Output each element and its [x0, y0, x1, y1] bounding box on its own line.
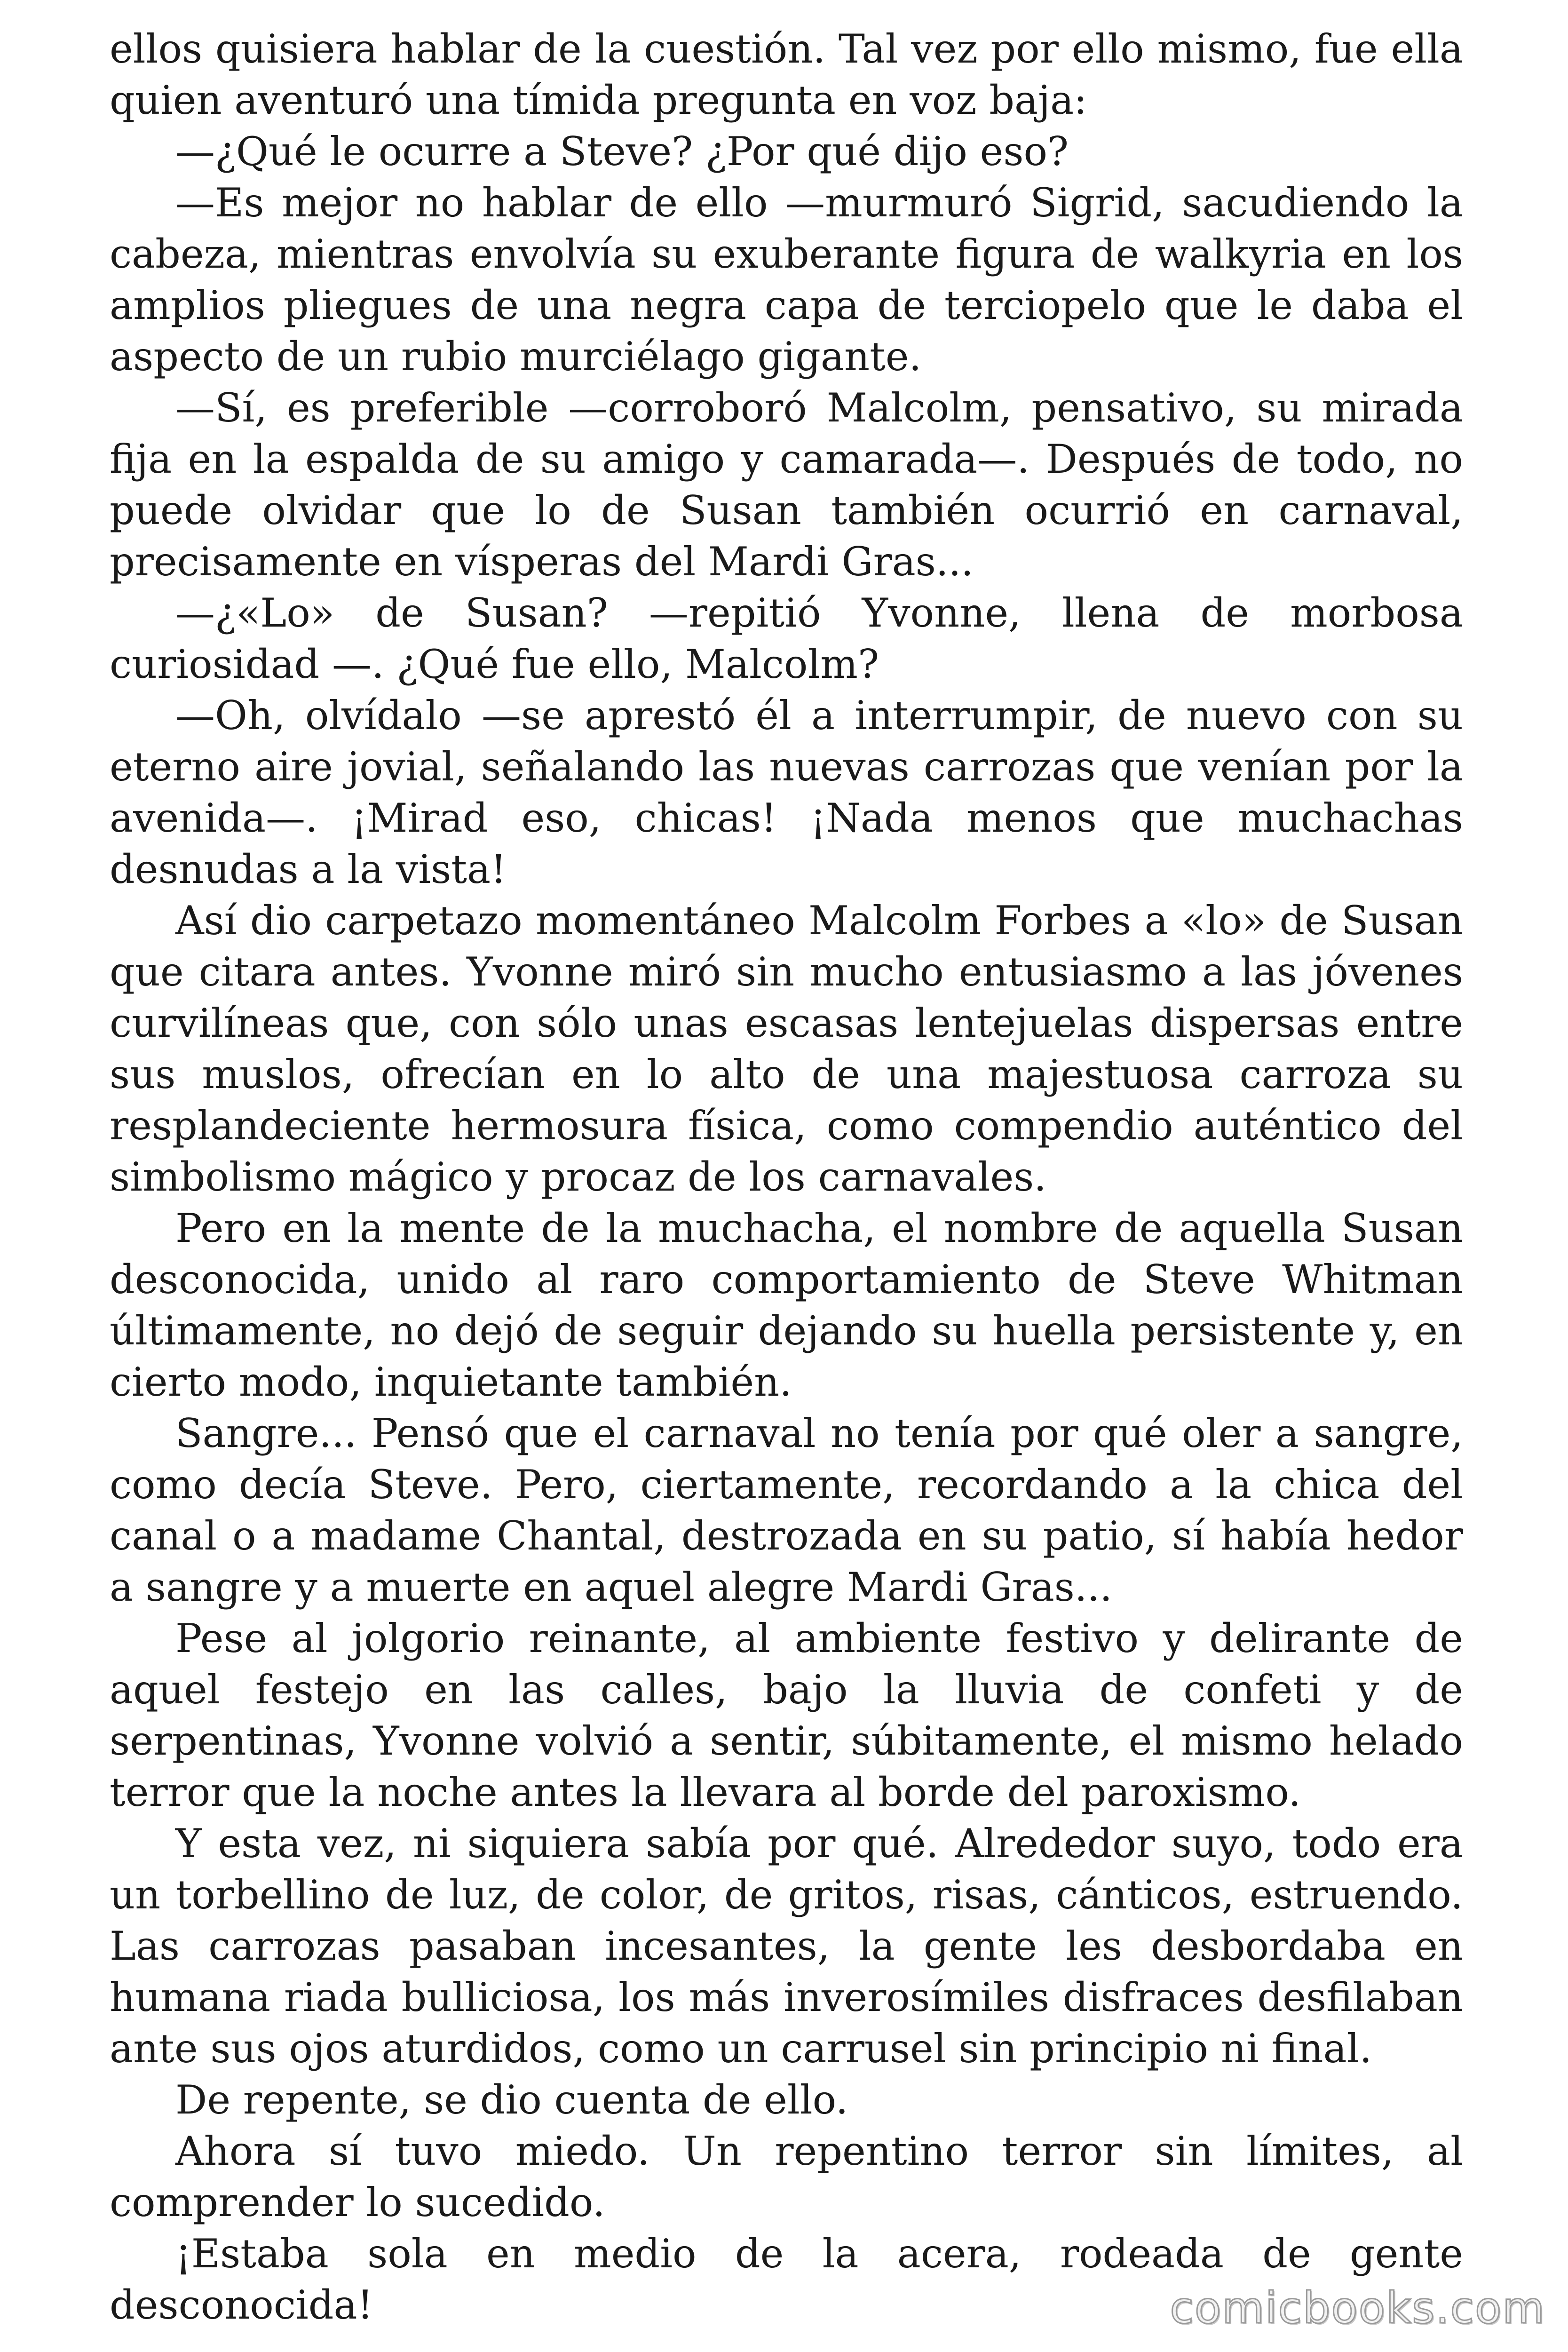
paragraph: —Oh, olvídalo —se aprestó él a interrumpir, de nuevo con su eterno aire jovial, señalando las nuevas carrozas que venían por la avenida—. ¡Mirad eso, chicas! ¡Nada menos que muchachas desnudas a la vista! — [110, 692, 1463, 892]
paragraph: —Sí, es preferible —corroboró Malcolm, pensativo, su mirada fija en la espalda de su amigo y camarada—. Después de todo, no puede olvidar que lo de Susan también ocurrió en carnaval, precisamente en vísperas del Mardi Gras... — [110, 385, 1463, 585]
book-page — [110, 24, 1463, 2331]
paragraph: Sangre... Pensó que el carnaval no tenía por qué oler a sangre, como decía Steve. Pero, ciertamente, recordando a la chica del canal o a madame Chantal, destrozada en su patio, sí había hedor a sangre y a muerte en aquel alegre Mardi Gras... — [110, 1410, 1463, 1610]
paragraph: Así dio carpetazo momentáneo Malcolm Forbes a «lo» de Susan que citara antes. Yvonne miró sin mucho entusiasmo a las jóvenes curvilíneas que, con sólo unas escasas lentejuelas dispersas entre sus muslos, ofrecían en lo alto de una majestuosa carroza su resplandeciente hermosura física, como compendio auténtico del simbolismo mágico y procaz de los carnavales. — [110, 898, 1463, 1200]
paragraph: Ahora sí tuvo miedo. Un repentino terror sin límites, al comprender lo sucedido. — [110, 2128, 1463, 2225]
paragraph: —¿Qué le ocurre a Steve? ¿Por qué dijo eso? — [175, 128, 1069, 175]
paragraph: Y esta vez, ni siquiera sabía por qué. Alrededor suyo, todo era un torbellino de luz, de color, de gritos, risas, cánticos, estruendo. Las carrozas pasaban incesantes, la gente les desbordaba en humana riada bulliciosa, los más inverosímiles disfraces desfilaban ante sus ojos aturdidos, como un carrusel sin principio ni final. — [110, 1820, 1463, 2072]
paragraph: ¡Estaba sola en medio de la acera, rodeada de gente desconocida! — [110, 2231, 1463, 2328]
watermark: comicbooks.com — [1170, 2283, 1545, 2333]
paragraph: —Es mejor no hablar de ello —murmuró Sigrid, sacudiendo la cabeza, mientras envolvía su exuberante figura de walkyria en los amplios pliegues de una negra capa de terciopelo que le daba el aspecto de un rubio murciélago gigante. — [110, 180, 1463, 380]
paragraph: De repente, se dio cuenta de ello. — [175, 2077, 848, 2123]
paragraph: Pero en la mente de la muchacha, el nombre de aquella Susan desconocida, unido al raro comportamiento de Steve Whitman últimamente, no dejó de seguir dejando su huella persistente y, en cierto modo, inquietante también. — [110, 1205, 1463, 1405]
paragraph: ellos quisiera hablar de la cuestión. Tal vez por ello mismo, fue ella quien aventuró una tímida pregunta en voz baja: — [110, 26, 1463, 123]
paragraph: —¿«Lo» de Susan? —repitió Yvonne, llena de morbosa curiosidad —. ¿Qué fue ello, Malcolm? — [110, 590, 1463, 687]
paragraph: Pese al jolgorio reinante, al ambiente festivo y delirante de aquel festejo en las calles, bajo la lluvia de confeti y de serpentinas, Yvonne volvió a sentir, súbitamente, el mismo helado terror que la noche antes la llevara al borde del paroxismo. — [110, 1615, 1463, 1815]
